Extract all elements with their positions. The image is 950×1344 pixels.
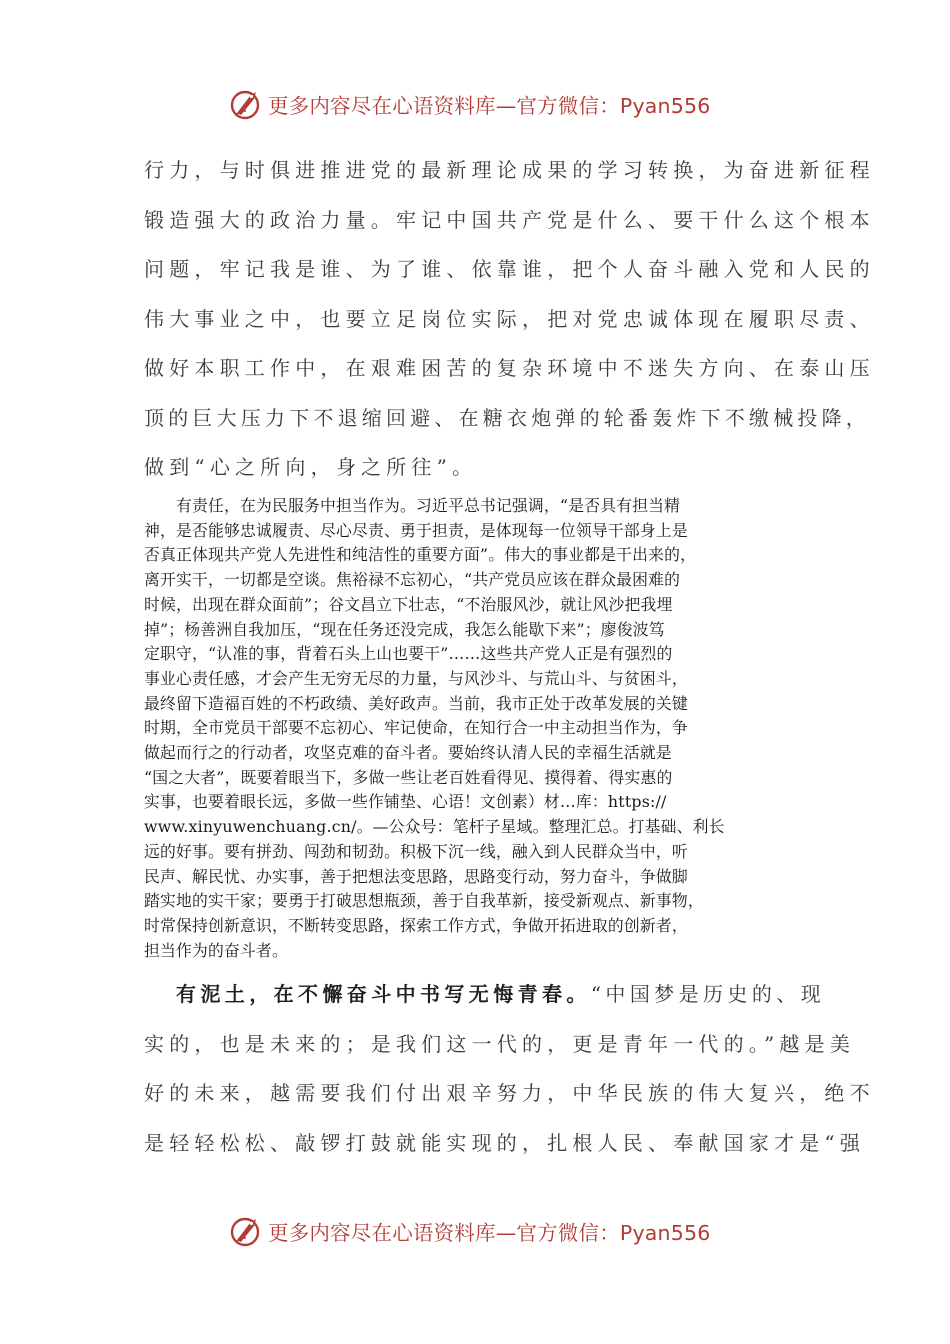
text-line: 有责任，在为民服务中担当作为。习近平总书记强调，“是否具有担当精 — [176, 496, 681, 515]
text-line: 问题，牢记我是谁、为了谁、依靠谁，把个人奋斗融入党和人民的 — [144, 257, 875, 281]
text-line: 做好本职工作中，在艰难困苦的复杂环境中不迷失方向、在泰山压 — [144, 356, 875, 380]
text-line: 时期，全市党员干部要不忘初心、牢记使命，在知行合一中主动担当作为，争 — [144, 718, 688, 738]
text-line: 实事，也要着眼长远，多做一些作铺垫、心语！文创素）材…库：https:// — [144, 792, 667, 812]
text-line: 神，是否能够忠诚履责、尽心尽责、勇于担责，是体现每一位领导干部身上是 — [144, 520, 688, 540]
paragraph-heading: 有泥土，在不懈奋斗中书写无悔青春。 — [176, 982, 591, 1006]
paragraph-3 — [144, 970, 875, 1168]
text-line: 实的，也是未来的；是我们这一代的，更是青年一代的。”越是美 — [144, 1031, 856, 1056]
text-line: 事业心责任感，才会产生无穷无尽的力量，与风沙斗、与荒山斗、与贫困斗， — [144, 668, 688, 688]
text-line: 离开实干，一切都是空谈。焦裕禄不忘初心，“共产党员应该在群众最困难的 — [144, 570, 681, 590]
header-banner-text: 更多内容尽在心语资料库—官方微信：Pyan556 — [268, 94, 711, 118]
text-line: 时候，出现在群众面前”；谷文昌立下壮志，“不治服风沙，就让风沙把我埋 — [144, 594, 673, 614]
text-line: 踏实地的实干家；要勇于打破思想瓶颈，善于自我革新，接受新观点、新事物， — [144, 891, 704, 911]
text-line: 最终留下造福百姓的不朽政绩、美好政声。当前，我市正处于改革发展的关键 — [144, 693, 688, 713]
text-line: 伟大事业之中，也要立足岗位实际，把对党忠诚体现在履职尽责、 — [144, 306, 875, 331]
text-line: 做到“心之所向，身之所往”。 — [144, 455, 478, 479]
text-line: www.xinyuwenchuang.cn/。—公众号：笔杆子星域。整理汇总。打基础、利长 — [144, 817, 725, 837]
text-line: 行力，与时俱进推进党的最新理论成果的学习转换，为奋进新征程 — [144, 158, 875, 182]
text-line: 好的未来，越需要我们付出艰辛努力，中华民族的伟大复兴，绝不 — [144, 1081, 875, 1105]
text-line: 时常保持创新意识，不断转变思路，探索工作方式，争做开拓进取的创新者， — [144, 915, 688, 935]
footer-banner-text: 更多内容尽在心语资料库—官方微信：Pyan556 — [268, 1221, 711, 1245]
paragraph-1 — [144, 146, 875, 493]
paragraph-2 — [144, 494, 814, 963]
text-line: 远的好事。要有拼劲、闯劲和韧劲。积极下沉一线，融入到人民群众当中，听 — [144, 841, 688, 861]
text-line: 定职守，“认准的事，背着石头上山也要干”……这些共产党人正是有强烈的 — [144, 644, 673, 664]
text-line — [144, 970, 826, 1020]
pen-nib-circle-icon — [228, 86, 264, 122]
text-fragment: “中国梦是历史的、现 — [590, 982, 826, 1006]
text-line: 掉”；杨善洲自我加压，“现在任务还没完成，我怎么能歇下来”；廖俊波笃 — [144, 619, 665, 639]
text-line: 顶的巨大压力下不退缩回避、在糖衣炮弹的轮番轰炸下不缴械投降， — [144, 405, 870, 430]
text-line: “国之大者”，既要着眼当下，多做一些让老百姓看得见、摸得着、得实惠的 — [144, 767, 673, 787]
text-line: 做起而行之的行动者，攻坚克难的奋斗者。要始终认清人民的幸福生活就是 — [144, 743, 672, 763]
footer-banner — [228, 1213, 710, 1249]
text-line: 锻造强大的政治力量。牢记中国共产党是什么、要干什么这个根本 — [144, 207, 875, 232]
text-line: 担当作为的奋斗者。 — [144, 940, 288, 960]
text-line: 是轻轻松松、敲锣打鼓就能实现的，扎根人民、奉献国家才是“强 — [144, 1130, 866, 1155]
text-line: 民声、解民忧、办实事，善于把想法变思路，思路变行动，努力奋斗，争做脚 — [144, 866, 688, 886]
text-line: 否真正体现共产党人先进性和纯洁性的重要方面”。伟大的事业都是干出来的， — [144, 545, 697, 565]
pen-nib-circle-icon — [228, 1213, 264, 1249]
header-banner — [228, 86, 710, 122]
